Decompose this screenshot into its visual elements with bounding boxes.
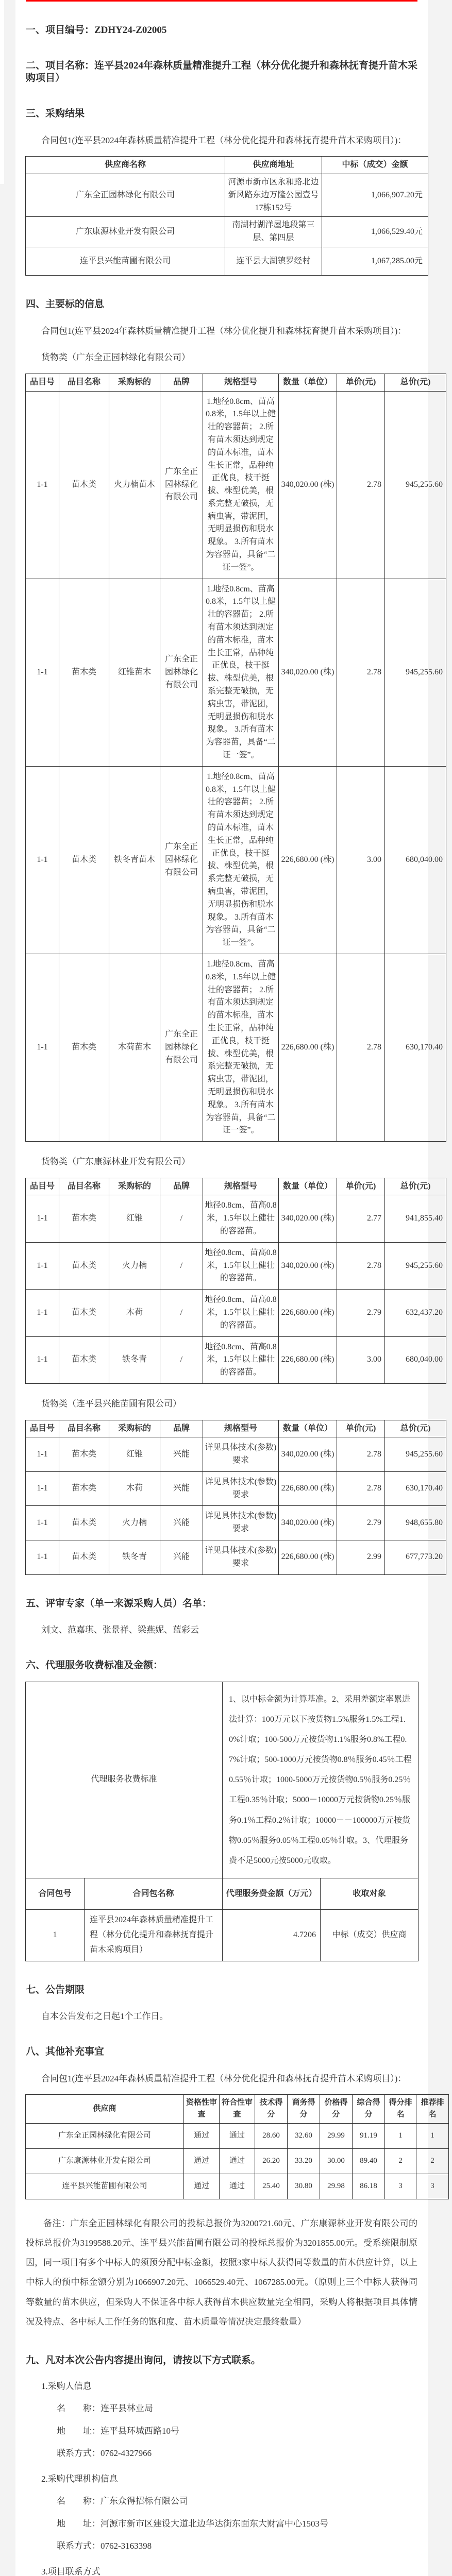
table-cell: 地径0.8cm、苗高0.8米，1.5年以上健壮的容器苗。 xyxy=(203,1195,279,1242)
fee-standard-label: 代理服务收费标准 xyxy=(26,1682,223,1878)
table-cell: 苗木类 xyxy=(59,579,109,766)
table-cell: 1-1 xyxy=(26,1195,59,1242)
table-cell: 铁冬青苗木 xyxy=(109,766,160,954)
table-row xyxy=(26,1471,446,1506)
table-cell: 兴能 xyxy=(160,1437,203,1472)
fee-payer: 中标（成交）供应商 xyxy=(321,1910,418,1961)
table-cell: 地径0.8cm、苗高0.8米，1.5年以上健壮的容器苗。 xyxy=(203,1242,279,1289)
column-header: 品目号 xyxy=(26,374,59,391)
table-cell: 苗木类 xyxy=(59,1437,109,1472)
review-score-table xyxy=(25,2094,449,2199)
table-cell: 1-1 xyxy=(26,1540,59,1575)
table-cell: 945,255.60 xyxy=(385,391,446,579)
table-cell: 苗木类 xyxy=(59,1195,109,1242)
table-row xyxy=(26,579,446,766)
column-header: 商务得分 xyxy=(288,2095,320,2124)
table-cell: 340,020.00 (株) xyxy=(279,1437,337,1472)
table-cell: 苗木类 xyxy=(59,1290,109,1336)
table-cell: 通过 xyxy=(220,2174,255,2199)
column-header: 中标（成交）金额 xyxy=(322,157,428,174)
table-cell: 火力楠苗木 xyxy=(109,391,160,579)
table-cell: 33.20 xyxy=(288,2148,320,2174)
table-cell: 广东全正园林绿化有限公司 xyxy=(26,174,225,217)
table-cell: 945,255.60 xyxy=(385,1242,446,1289)
table-cell: 26.20 xyxy=(255,2148,288,2174)
column-header: 总价(元) xyxy=(385,1420,446,1437)
column-header: 资格性审查 xyxy=(184,2095,220,2124)
table-cell: 948,655.80 xyxy=(385,1506,446,1540)
table-cell: 1-1 xyxy=(26,1437,59,1472)
page-left-gutter xyxy=(0,0,4,184)
table-cell: 红锥 xyxy=(109,1195,160,1242)
table-cell: 1.地径0.8cm、苗高0.8米，1.5年以上健壮的容器苗； 2.所有苗木须达到规定的苗木标准，苗木生长正常，品种纯正优良，枝干挺拔、株型优美，根系完整无破损，无病虫害，带泥团，无明显损伤和脱水现象。 3.所有苗木为容器苗，具备“二证一签”。 xyxy=(203,391,279,579)
table-cell: 苗木类 xyxy=(59,1506,109,1540)
table-header-row xyxy=(26,1420,446,1437)
column-header: 代理服务费金额（万元） xyxy=(223,1878,321,1910)
table-cell: 南湖村湖洋屋地段第三层、第四层 xyxy=(225,217,322,247)
table-cell: 1.地径0.8cm、苗高0.8米，1.5年以上健壮的容器苗； 2.所有苗木须达到规定的苗木标准，苗木生长正常，品种纯正优良，枝干挺拔、株型优美，根系完整无破损，无病虫害，带泥团，无明显损伤和脱水现象。 3.所有苗木为容器苗，具备“二证一签”。 xyxy=(203,766,279,954)
column-header: 品目号 xyxy=(26,1178,59,1195)
table-cell: 木荷 xyxy=(109,1471,160,1506)
table-row xyxy=(26,2123,449,2148)
table-cell: 28.60 xyxy=(255,2123,288,2148)
column-header: 数量（单位） xyxy=(279,1420,337,1437)
table-cell: 1-1 xyxy=(26,391,59,579)
table-cell: 连平县兴能苗圃有限公司 xyxy=(26,2174,184,2199)
table-cell: 25.40 xyxy=(255,2174,288,2199)
table-cell: 226,680.00 (株) xyxy=(279,1290,337,1336)
table-cell: 地径0.8cm、苗高0.8米，1.5年以上健壮的容器苗。 xyxy=(203,1290,279,1336)
table-row xyxy=(26,247,428,276)
table-cell: 1-1 xyxy=(26,1290,59,1336)
table-cell: 兴能 xyxy=(160,1506,203,1540)
column-header: 品目名称 xyxy=(59,374,109,391)
table-cell: 通过 xyxy=(220,2123,255,2148)
section-heading-project-number: 一、项目编号：ZDHY24-Z02005 xyxy=(26,25,167,36)
table-header-row xyxy=(26,374,446,391)
table-header-row xyxy=(26,2095,449,2124)
table-cell: 340,020.00 (株) xyxy=(279,391,337,579)
column-header: 数量（单位） xyxy=(279,1178,337,1195)
column-header: 技术得分 xyxy=(255,2095,288,2124)
table-cell: 2.78 xyxy=(337,954,385,1141)
buyer-name: 名 称：连平县林业局 xyxy=(57,2403,153,2414)
table-row xyxy=(26,1540,446,1575)
section-heading-main-subject-info: 四、主要标的信息 xyxy=(26,299,105,310)
table-cell: 226,680.00 (株) xyxy=(279,1540,337,1575)
top-red-divider xyxy=(26,0,417,2)
column-header: 合同包号 xyxy=(26,1878,85,1910)
table-cell: 2.78 xyxy=(337,1437,385,1472)
table-cell: 1-1 xyxy=(26,1506,59,1540)
table-cell: 1-1 xyxy=(26,1242,59,1289)
table-cell: 连平县兴能苗圃有限公司 xyxy=(26,247,225,276)
column-header: 总价(元) xyxy=(385,1178,446,1195)
table-cell: 苗木类 xyxy=(59,391,109,579)
table-cell: 1-1 xyxy=(26,1471,59,1506)
column-header: 规格型号 xyxy=(203,374,279,391)
buyer-phone: 联系方式：0762-4327966 xyxy=(57,2448,152,2459)
table-cell: 340,020.00 (株) xyxy=(279,1242,337,1289)
table-cell: 86.18 xyxy=(353,2174,385,2199)
items-table-kangyuan xyxy=(25,1178,446,1384)
agency-name: 名 称：广东众得招标有限公司 xyxy=(57,2496,188,2506)
table-cell: 木荷 xyxy=(109,1290,160,1336)
table-cell: 广东康源林业开发有限公司 xyxy=(26,217,225,247)
table-cell: 226,680.00 (株) xyxy=(279,1471,337,1506)
table-cell: 苗木类 xyxy=(59,1242,109,1289)
table-cell: 3 xyxy=(385,2174,416,2199)
column-header: 品目名称 xyxy=(59,1178,109,1195)
table-cell: 32.60 xyxy=(288,2123,320,2148)
table-cell: 详见具体技术(参数)要求 xyxy=(203,1437,279,1472)
table-header-row xyxy=(26,157,428,174)
column-header: 采购标的 xyxy=(109,1420,160,1437)
table-cell: 木荷苗木 xyxy=(109,954,160,1141)
table-cell: 680,040.00 xyxy=(385,766,446,954)
table-row xyxy=(26,1290,446,1336)
table-cell: 兴能 xyxy=(160,1540,203,1575)
table-cell: 地径0.8cm、苗高0.8米，1.5年以上健壮的容器苗。 xyxy=(203,1336,279,1383)
table-row xyxy=(26,2148,449,2174)
column-header: 供应商 xyxy=(26,2095,184,2124)
goods-group-label-kangyuan: 货物类（广东康源林业开发有限公司） xyxy=(41,1157,190,1167)
items-table-xingneng xyxy=(25,1420,446,1575)
table-row xyxy=(26,2174,449,2199)
table-row xyxy=(26,1336,446,1383)
agency-phone: 联系方式：0762-3163398 xyxy=(57,2541,152,2551)
table-cell: / xyxy=(160,1290,203,1336)
table-cell: 1,067,285.00元 xyxy=(322,247,428,276)
table-cell: 2.78 xyxy=(337,1471,385,1506)
table-row xyxy=(26,954,446,1141)
table-row xyxy=(26,1506,446,1540)
column-header: 采购标的 xyxy=(109,1178,160,1195)
fee-data-row xyxy=(26,1910,418,1961)
table-cell: 详见具体技术(参数)要求 xyxy=(203,1471,279,1506)
column-header: 规格型号 xyxy=(203,1420,279,1437)
column-header: 合同包名称 xyxy=(85,1878,223,1910)
section-heading-procurement-result: 三、采购结果 xyxy=(26,108,85,120)
column-header: 单价(元) xyxy=(337,1178,385,1195)
supplier-result-table xyxy=(25,156,428,276)
table-cell: 340,020.00 (株) xyxy=(279,1195,337,1242)
column-header: 供应商地址 xyxy=(225,157,322,174)
agency-info-title: 2.采购代理机构信息 xyxy=(41,2473,118,2484)
table-cell: 1-1 xyxy=(26,954,59,1141)
fee-package-name: 连平县2024年森林质量精准提升工程（林分优化提升和森林抚育提升苗木采购项目） xyxy=(85,1910,223,1961)
review-expert-names: 刘文、范嘉琪、张景祥、梁燕妮、蓝彩云 xyxy=(41,1625,199,1635)
table-cell: 30.80 xyxy=(288,2174,320,2199)
table-cell: 30.00 xyxy=(320,2148,353,2174)
table-cell: 广东全正园林绿化有限公司 xyxy=(160,391,203,579)
table-cell: 3.00 xyxy=(337,766,385,954)
table-cell: 苗木类 xyxy=(59,1540,109,1575)
table-cell: 广东全正园林绿化有限公司 xyxy=(160,954,203,1141)
table-cell: 2 xyxy=(416,2148,449,2174)
fee-standard-text: 1、以中标金额为计算基准。2、采用差额定率累进法计算：100万元以下按货物1.5%服务1.5%工程1.0%计取；100-500万元按货物1.1%服务0.8%工程0.7%计取；500-1000万元按货物0.8％服务0.45％工程0.55％计取；1000-5000万元按货物0.5％服务0.25％工程0.35％计取；5000－10000万元按货物0.25％服务0.1％工程0.2％计取；10000－－100000万元按货物0.05％服务0.05％工程0.05％计取。3、代理服务费不足5000元按5000元收取。 xyxy=(223,1682,418,1878)
table-cell: 941,855.40 xyxy=(385,1195,446,1242)
column-header: 总价(元) xyxy=(385,374,446,391)
column-header: 得分排名 xyxy=(385,2095,416,2124)
table-cell: 1-1 xyxy=(26,766,59,954)
fee-amount: 4.7206 xyxy=(223,1910,321,1961)
column-header: 品牌 xyxy=(160,1178,203,1195)
table-cell: 226,680.00 (株) xyxy=(279,1336,337,1383)
table-cell: 广东全正园林绿化有限公司 xyxy=(26,2123,184,2148)
table-cell: 1,066,907.20元 xyxy=(322,174,428,217)
table-cell: 铁冬青 xyxy=(109,1336,160,1383)
table-cell: 340,020.00 (株) xyxy=(279,1506,337,1540)
table-cell: 铁冬青 xyxy=(109,1540,160,1575)
agency-fee-table xyxy=(25,1682,418,1961)
table-cell: 226,680.00 (株) xyxy=(279,954,337,1141)
table-cell: 2.79 xyxy=(337,1506,385,1540)
fee-package-no: 1 xyxy=(26,1910,85,1961)
column-header: 单价(元) xyxy=(337,1420,385,1437)
column-header: 供应商名称 xyxy=(26,157,225,174)
table-row xyxy=(26,217,428,247)
table-cell: 苗木类 xyxy=(59,766,109,954)
table-cell: 2.79 xyxy=(337,1290,385,1336)
table-cell: 632,437.20 xyxy=(385,1290,446,1336)
table-cell: 29.99 xyxy=(320,2123,353,2148)
table-cell: 630,170.40 xyxy=(385,1471,446,1506)
section-heading-announcement-period: 七、公告期限 xyxy=(26,1984,85,1995)
column-header: 品牌 xyxy=(160,1420,203,1437)
table-cell: 连平县大湖镇罗经村 xyxy=(225,247,322,276)
table-cell: 1.地径0.8cm、苗高0.8米，1.5年以上健壮的容器苗； 2.所有苗木须达到规定的苗木标准，苗木生长正常，品种纯正优良，枝干挺拔、株型优美，根系完整无破损，无病虫害，带泥团，无明显损伤和脱水现象。 3.所有苗木为容器苗，具备“二证一签”。 xyxy=(203,954,279,1141)
table-cell: 1 xyxy=(416,2123,449,2148)
section-heading-contact: 九、凡对本次公告内容提出询问，请按以下方式联系。 xyxy=(26,2355,261,2366)
table-cell: / xyxy=(160,1336,203,1383)
project-contact-title: 3.项目联系方式 xyxy=(41,2566,101,2576)
column-header: 推荐排名 xyxy=(416,2095,449,2124)
table-cell: 通过 xyxy=(220,2148,255,2174)
table-cell: 1.地径0.8cm、苗高0.8米，1.5年以上健壮的容器苗； 2.所有苗木须达到规定的苗木标准，苗木生长正常，品种纯正优良，枝干挺拔、株型优美，根系完整无破损，无病虫害，带泥团，无明显损伤和脱水现象。 3.所有苗木为容器苗，具备“二证一签”。 xyxy=(203,579,279,766)
goods-group-label-quanzheng: 货物类（广东全正园林绿化有限公司） xyxy=(41,352,190,363)
table-cell: 苗木类 xyxy=(59,1336,109,1383)
table-cell: 226,680.00 (株) xyxy=(279,766,337,954)
table-cell: 广东康源林业开发有限公司 xyxy=(26,2148,184,2174)
table-row xyxy=(26,1242,446,1289)
table-cell: 2.99 xyxy=(337,1540,385,1575)
column-header: 收取对象 xyxy=(321,1878,418,1910)
table-cell: 兴能 xyxy=(160,1471,203,1506)
buyer-info-title: 1.采购人信息 xyxy=(41,2381,92,2391)
table-cell: 680,040.00 xyxy=(385,1336,446,1383)
table-cell: 火力楠 xyxy=(109,1242,160,1289)
contract-package-line: 合同包1(连平县2024年森林质量精准提升工程（林分优化提升和森林抚育提升苗木采购项目）)： xyxy=(41,2073,407,2083)
table-cell: 苗木类 xyxy=(59,1471,109,1506)
table-cell: 红锥苗木 xyxy=(109,579,160,766)
section-heading-review-experts: 五、评审专家（单一来源采购人员）名单： xyxy=(26,1598,212,1609)
section-heading-supplementary: 八、其他补充事宜 xyxy=(26,2046,105,2057)
table-cell: 通过 xyxy=(184,2148,220,2174)
table-row xyxy=(26,1195,446,1242)
table-cell: / xyxy=(160,1242,203,1289)
table-cell: 河源市新市区永和路北边新风路东边万隆公园壹号17栋152号 xyxy=(225,174,322,217)
table-row xyxy=(26,391,446,579)
table-cell: 3.00 xyxy=(337,1336,385,1383)
table-cell: 1,066,529.40元 xyxy=(322,217,428,247)
table-cell: 91.19 xyxy=(353,2123,385,2148)
column-header: 数量（单位） xyxy=(279,374,337,391)
table-cell: 945,255.60 xyxy=(385,579,446,766)
contract-package-line: 合同包1(连平县2024年森林质量精准提升工程（林分优化提升和森林抚育提升苗木采购项目）)： xyxy=(41,135,407,145)
table-cell: 2.78 xyxy=(337,391,385,579)
table-cell: 通过 xyxy=(184,2123,220,2148)
agency-address: 地 址：河源市新市区建设大道北边华达街东面东大财富中心1503号 xyxy=(57,2518,328,2529)
table-cell: 1 xyxy=(385,2123,416,2148)
section-heading-project-name: 二、项目名称：连平县2024年森林质量精准提升工程（林分优化提升和森林抚育提升苗木采购项目） xyxy=(26,60,418,84)
table-cell: 红锥 xyxy=(109,1437,160,1472)
table-cell: 2.77 xyxy=(337,1195,385,1242)
table-cell: 677,773.20 xyxy=(385,1540,446,1575)
column-header: 综合得分 xyxy=(353,2095,385,2124)
section-heading-agency-fee: 六、代理服务收费标准及金额： xyxy=(26,1659,163,1671)
column-header: 价格得分 xyxy=(320,2095,353,2124)
table-cell: 2 xyxy=(385,2148,416,2174)
table-cell: 通过 xyxy=(184,2174,220,2199)
column-header: 品目号 xyxy=(26,1420,59,1437)
table-cell: 苗木类 xyxy=(59,954,109,1141)
announcement-card xyxy=(15,0,444,2576)
contract-package-line: 合同包1(连平县2024年森林质量精准提升工程（林分优化提升和森林抚育提升苗木采购项目）)： xyxy=(41,326,407,336)
table-cell: 3 xyxy=(416,2174,449,2199)
table-row xyxy=(26,174,428,217)
table-header-row xyxy=(26,1178,446,1195)
column-header: 符合性审查 xyxy=(220,2095,255,2124)
table-cell: 火力楠 xyxy=(109,1506,160,1540)
table-cell: 2.78 xyxy=(337,579,385,766)
score-remark: 备注：广东全正园林绿化有限公司的投标总报价为3200721.60元、广东康源林业开发有限公司的投标总报价为3199588.20元、连平县兴能苗圃有限公司的投标总报价为3201855.00元。受系统限制原因，同一项目有多个中标人的须预分配中标金额，按照3家中标人获得同等数量的苗木供应计算，以上中标人的预中标金额分别为1066907.20元、1066529.40元、1067285.00元。（原则上三个中标人获得同等数量的苗木供应，但采购人不保证各中标人获得苗木供应数量完全相同，采购人将根据项目具体情况及特点、各中标人工作任务的饱和度、苗木质量等情况决定最终数量） xyxy=(26,2218,417,2327)
column-header: 品牌 xyxy=(160,374,203,391)
table-cell: 广东全正园林绿化有限公司 xyxy=(160,579,203,766)
announcement-period-body: 自本公告发布之日起1个工作日。 xyxy=(41,2011,169,2022)
table-cell: 2.78 xyxy=(337,1242,385,1289)
column-header: 规格型号 xyxy=(203,1178,279,1195)
table-row xyxy=(26,1437,446,1472)
table-cell: 详见具体技术(参数)要求 xyxy=(203,1540,279,1575)
table-cell: 89.40 xyxy=(353,2148,385,2174)
items-table-quanzheng xyxy=(25,374,446,1142)
column-header: 单价(元) xyxy=(337,374,385,391)
table-cell: 1-1 xyxy=(26,579,59,766)
table-row xyxy=(26,766,446,954)
table-cell: 340,020.00 (株) xyxy=(279,579,337,766)
goods-group-label-xingneng: 货物类（连平县兴能苗圃有限公司） xyxy=(41,1399,181,1409)
column-header: 采购标的 xyxy=(109,374,160,391)
table-cell: 广东全正园林绿化有限公司 xyxy=(160,766,203,954)
fee-header-row xyxy=(26,1878,418,1910)
table-cell: 1-1 xyxy=(26,1336,59,1383)
table-cell: 29.98 xyxy=(320,2174,353,2199)
table-cell: / xyxy=(160,1195,203,1242)
fee-standard-row xyxy=(26,1682,418,1878)
table-cell: 630,170.40 xyxy=(385,954,446,1141)
column-header: 品目名称 xyxy=(59,1420,109,1437)
buyer-address: 地 址：连平县环城西路10号 xyxy=(57,2426,179,2436)
table-cell: 945,255.60 xyxy=(385,1437,446,1472)
table-cell: 详见具体技术(参数)要求 xyxy=(203,1506,279,1540)
